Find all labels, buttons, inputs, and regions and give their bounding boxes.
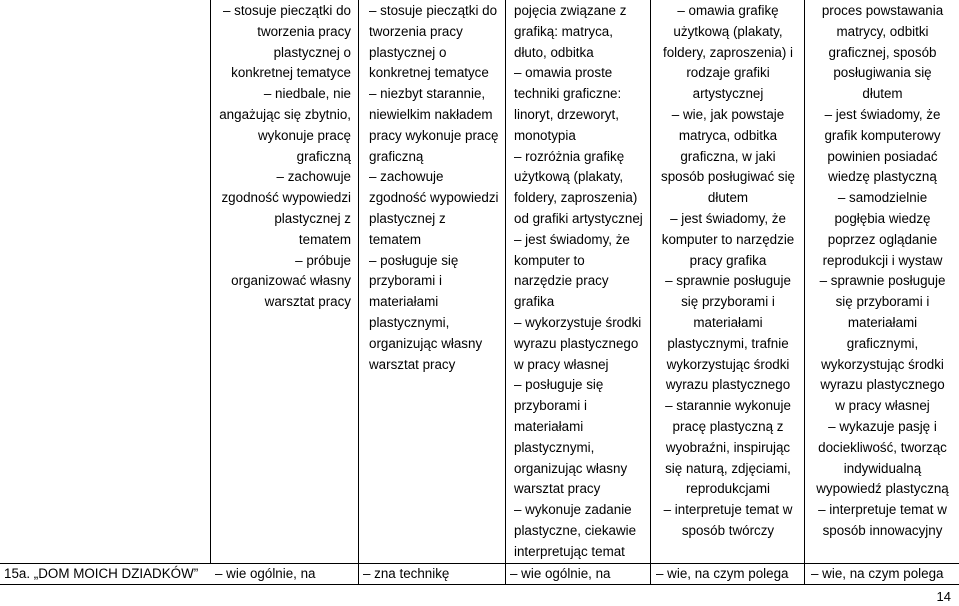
criteria-line: od grafiki artystycznej	[514, 210, 643, 226]
criteria-line: pracę plastyczną z	[672, 418, 784, 434]
criteria-line: – próbuje	[295, 252, 351, 268]
criteria-line: plastyczne, ciekawie	[514, 522, 637, 538]
criteria-line: – wykonuje zadanie	[514, 502, 632, 518]
criteria-line: powinien posiadać	[827, 148, 938, 164]
lesson-title: 15a. „DOM MOICH DZIADKÓW”	[4, 566, 199, 581]
criteria-line: plastycznej z	[369, 210, 446, 226]
criteria-line: – niedbale, nie	[263, 86, 351, 102]
criteria-line: – omawia proste	[514, 65, 613, 81]
criteria-line: materiałami	[369, 294, 439, 310]
criteria-line: w pracy własnej	[514, 356, 609, 372]
criteria-line: indywidualną	[843, 460, 922, 476]
criteria-line: dociekliwość, tworząc	[818, 439, 947, 455]
criteria-line: przyborami i	[514, 398, 587, 414]
lesson-row-15a	[0, 564, 959, 584]
criteria-line: warsztat pracy	[369, 356, 456, 372]
criteria-line: wykorzystując środki	[821, 356, 944, 372]
row15-cell: – wie ogólnie, na	[510, 566, 611, 581]
criteria-line: – wykorzystuje środki	[514, 314, 642, 330]
criteria-line: grafiką: matryca,	[514, 23, 613, 39]
criteria-line: sposób innowacyjny	[822, 522, 943, 538]
criteria-line: wykorzystując środki	[666, 356, 790, 372]
criteria-line: grafika	[514, 294, 555, 310]
row15-cell: – wie, na czym polega	[811, 566, 944, 581]
criteria-line: wyrazu plastycznego	[820, 377, 945, 393]
criteria-line: organizując własny	[514, 460, 628, 476]
criteria-line: – zachowuje	[369, 169, 444, 185]
criteria-line: plastycznymi,	[369, 314, 450, 330]
criteria-line: – interpretuje temat w	[818, 502, 947, 518]
criteria-line: wykonuje pracę	[257, 127, 351, 143]
criteria-line: plastycznej o	[273, 44, 351, 60]
criteria-line: reprodukcji i wystaw	[822, 252, 943, 268]
criteria-line: – starannie wykonuje	[665, 398, 791, 414]
criteria-line: dłutem	[862, 86, 903, 102]
criteria-line: – wykazuje pasję i	[828, 418, 937, 434]
criteria-line: – stosuje pieczątki do	[369, 3, 498, 18]
criteria-line: warsztat pracy	[264, 294, 351, 310]
criteria-line: proces powstawania	[821, 3, 944, 18]
criteria-line: grafik komputerowy	[824, 127, 941, 143]
criteria-line: zgodność wypowiedzi	[221, 190, 351, 206]
criteria-line: sposób twórczy	[681, 522, 775, 538]
criteria-line: przyborami i	[369, 273, 442, 289]
column-divider	[804, 0, 805, 584]
criteria-line: wiedzę plastyczną	[828, 169, 937, 185]
criteria-line: zgodność wypowiedzi	[369, 190, 499, 206]
criteria-line: graficzną	[369, 148, 424, 164]
grade-column-sufficient	[213, 1, 355, 313]
criteria-line: sposób posługiwać się	[661, 169, 795, 185]
criteria-line: matrycy, odbitki	[836, 23, 929, 39]
criteria-line: angażując się zbytnio,	[219, 106, 351, 122]
criteria-line: narzędzie pracy	[514, 273, 609, 289]
criteria-line: użytkową (plakaty,	[673, 23, 783, 39]
criteria-line: – interpretuje temat w	[663, 502, 793, 518]
criteria-line: niewielkim nakładem	[369, 106, 493, 122]
criteria-line: – niezbyt starannie,	[369, 86, 486, 102]
criteria-line: się przyborami i	[835, 294, 930, 310]
criteria-line: – jest świadomy, że	[824, 106, 941, 122]
criteria-line: konkretnej tematyce	[231, 65, 351, 81]
table-border-left	[210, 0, 211, 564]
criteria-line: tworzenia pracy	[369, 23, 463, 39]
criteria-line: użytkową (plakaty,	[514, 169, 624, 185]
criteria-line: artystycznej	[692, 86, 764, 102]
criteria-line: wypowiedź plastyczną	[816, 481, 949, 497]
criteria-line: plastycznej z	[274, 210, 351, 226]
criteria-line: linoryt, drzeworyt,	[514, 106, 619, 122]
criteria-line: – sprawnie posługuje	[665, 273, 791, 289]
criteria-line: – sprawnie posługuje	[819, 273, 946, 289]
column-divider	[358, 0, 359, 584]
criteria-line: graficzna, w jaki	[680, 148, 776, 164]
criteria-line: pogłębia wiedzę	[834, 210, 931, 226]
criteria-line: materiałami	[514, 418, 584, 434]
criteria-line: się naturą, zdjęciami,	[665, 460, 791, 476]
criteria-line: graficznej, sposób	[828, 44, 937, 60]
column-divider	[650, 0, 651, 584]
criteria-line: komputer to	[514, 252, 585, 268]
criteria-line: się przyborami i	[681, 294, 775, 310]
criteria-line: foldery, zaproszenia)	[514, 190, 638, 206]
criteria-line: – stosuje pieczątki do	[222, 3, 351, 18]
column-divider	[505, 0, 506, 584]
criteria-line: poprzez oglądanie	[827, 231, 938, 247]
criteria-line: monotypia	[514, 127, 576, 143]
criteria-line: – jest świadomy, że	[670, 210, 786, 226]
grade-column-very-good	[652, 1, 804, 542]
criteria-line: – rozróżnia grafikę	[514, 148, 625, 164]
criteria-line: konkretnej tematyce	[369, 65, 489, 81]
criteria-line: materiałami	[847, 314, 918, 330]
page-number: 14	[936, 589, 951, 604]
criteria-line: materiałami	[693, 314, 763, 330]
grade-column-satisfactory	[363, 1, 505, 375]
grade-column-good	[508, 1, 650, 563]
criteria-line: plastycznymi,	[514, 439, 595, 455]
criteria-line: – samodzielnie	[837, 190, 928, 206]
grade-column-excellent	[806, 1, 959, 542]
criteria-line: posługiwania się	[833, 65, 932, 81]
criteria-line: w pracy własnej	[835, 398, 930, 414]
criteria-line: wyobraźni, inspirując	[665, 439, 791, 455]
criteria-line: pracy grafika	[689, 252, 767, 268]
criteria-line: interpretując temat	[514, 543, 625, 559]
criteria-line: – posługuje się	[369, 252, 459, 268]
criteria-line: reprodukcjami	[685, 481, 771, 497]
criteria-line: graficznymi,	[846, 335, 919, 351]
criteria-line: plastycznymi, trafnie	[667, 335, 789, 351]
criteria-line: – jest świadomy, że	[514, 231, 630, 247]
criteria-line: dłuto, odbitka	[514, 44, 594, 60]
row15-cell: – zna technikę	[363, 566, 450, 581]
criteria-line: – posługuje się	[514, 377, 604, 393]
criteria-line: tematem	[298, 231, 351, 247]
criteria-line: plastycznej o	[369, 44, 447, 60]
criteria-line: matryca, odbitka	[678, 127, 778, 143]
criteria-line: graficzną	[296, 148, 351, 164]
criteria-line: techniki graficzne:	[514, 86, 622, 102]
criteria-line: organizując własny	[369, 335, 483, 351]
criteria-line: pracy wykonuje pracę	[369, 127, 499, 143]
criteria-line: tworzenia pracy	[257, 23, 351, 39]
criteria-line: – wie, jak powstaje	[671, 106, 785, 122]
criteria-line: dłutem	[707, 190, 749, 206]
row15-cell: – wie, na czym polega	[656, 566, 789, 581]
criteria-line: wyrazu plastycznego	[665, 377, 791, 393]
criteria-line: foldery, zaproszenia) i	[663, 44, 793, 60]
criteria-line: wyrazu plastycznego	[514, 335, 639, 351]
criteria-line: rodzaje grafiki	[686, 65, 770, 81]
criteria-line: organizować własny	[231, 273, 351, 289]
criteria-line: – zachowuje	[276, 169, 351, 185]
criteria-line: warsztat pracy	[514, 481, 601, 497]
criteria-line: – omawia grafikę	[677, 3, 779, 18]
criteria-line: tematem	[369, 231, 422, 247]
criteria-line: pojęcia związane z	[514, 3, 627, 18]
criteria-line: komputer to narzędzie	[661, 231, 795, 247]
row15-cell: – wie ogólnie, na	[215, 566, 316, 581]
row-divider	[0, 584, 959, 585]
